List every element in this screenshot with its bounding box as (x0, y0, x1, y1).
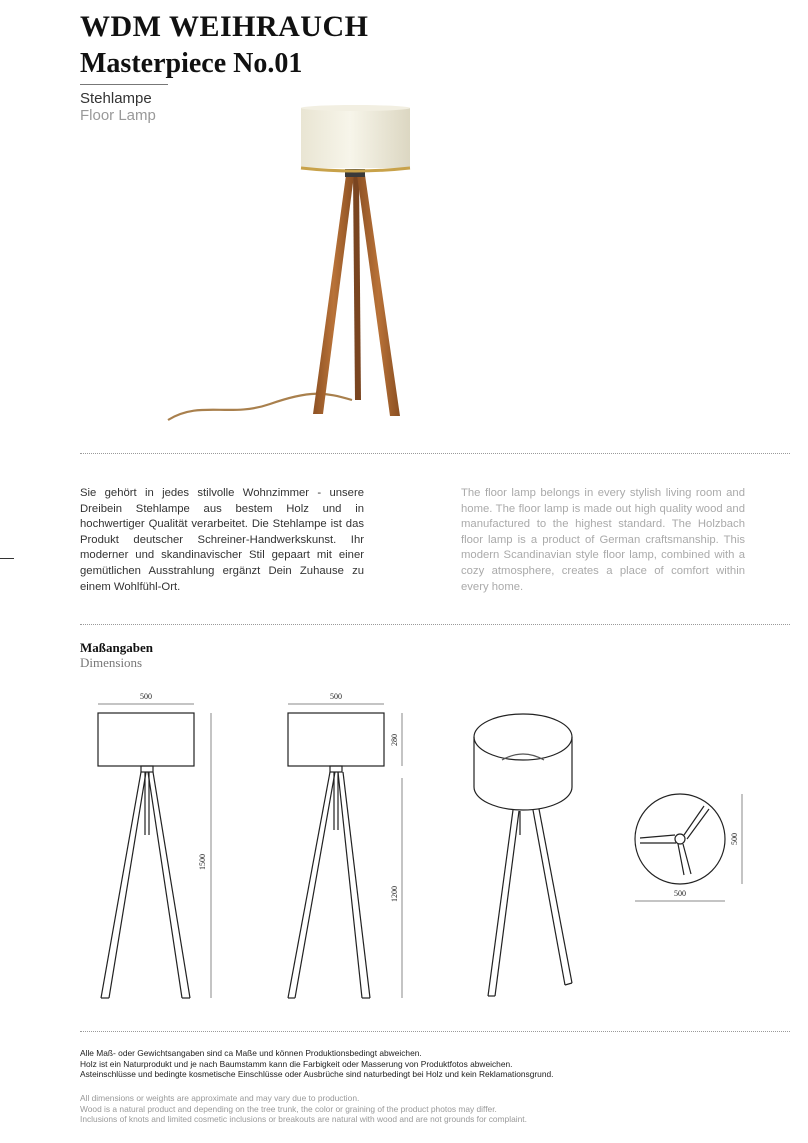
fold-mark (0, 558, 14, 559)
lamp-shade (301, 108, 410, 168)
separator-top (80, 453, 790, 454)
lamp-shade-gold-rim (301, 168, 410, 171)
description-de: Sie gehört in jedes stilvolle Wohnzimmer - unsere Dreibein Stehlampe aus bestem Holz und in hochwertiger Qualität verarbeitet. Die Stehlampe ist das Produkt deutscher Schreiner-Handwerkskunst. Ihr moderner und skandinavischer Stil gepaart mit einer gemütlichen Ausstrahlung ergänzt Dein Zuhause zu einem Wohlfühl-Ort. (80, 487, 364, 593)
top-depth-label: 500 (730, 833, 739, 845)
footer-notes-en (80, 1093, 560, 1125)
front-width-label: 500 (140, 692, 152, 701)
dimensions-heading-en: Dimensions (80, 655, 143, 670)
lamp-leg-back (353, 175, 361, 400)
description-en: The floor lamp belongs in every stylish living room and home. The floor lamp is made out high quality wood and manufactured to the highest standard. The Holzbach floor lamp is a product of German craftsmanship. This modern Scandinavian style floor lamp, combined with a cozy atmosphere, creates a place of comfort within every home. (461, 487, 745, 593)
perspective-view-drawing (474, 714, 572, 996)
top-view-drawing (635, 794, 742, 901)
side-view-drawing (288, 704, 402, 998)
note-de-2: Holz ist ein Naturprodukt und je nach Baumstamm kann die Farbigkeit oder Masserung von Produktfotos abweichen. (80, 1058, 513, 1069)
note-de-1: Alle Maß- oder Gewichtsangaben sind ca Maße und können Produktionsbedingt abweichen. (80, 1048, 422, 1058)
front-view-drawing (98, 704, 211, 998)
separator-bottom (80, 1031, 790, 1032)
model-title: Masterpiece No.01 (80, 48, 303, 79)
note-de-3: Asteinschlüsse und bedingte kosmetische Einschlüsse oder Ausbrüche sind naturbedingt bei Holz und kein Reklamationsgrund. (80, 1069, 554, 1080)
separator-middle (80, 624, 790, 625)
lamp-product-photo (160, 100, 460, 430)
top-width-label: 500 (674, 889, 686, 898)
note-en-3: Inclusions of knots and limited cosmetic inclusions or breakouts are natural with wood and are not grounds for complaint. (80, 1114, 527, 1125)
footer-notes-de (80, 1048, 560, 1080)
product-type-en: Floor Lamp (80, 107, 156, 124)
dimensions-heading-de: Maßangaben (80, 640, 153, 655)
title-underline (80, 84, 168, 85)
note-en-1: All dimensions or weights are approximate and may vary due to production. (80, 1093, 360, 1103)
brand-title: WDM WEIHRAUCH (80, 10, 369, 43)
lamp-leg-right (357, 175, 400, 416)
side-width-label: 500 (330, 692, 342, 701)
product-type-de: Stehlampe (80, 90, 152, 107)
shade-height-label: 280 (390, 734, 399, 746)
note-en-2: Wood is a natural product and depending on the tree trunk, the color or graining of the product photos may differ. (80, 1103, 497, 1114)
front-height-label: 1500 (198, 854, 207, 870)
lamp-leg-left (313, 175, 354, 414)
leg-height-label: 1200 (390, 886, 399, 902)
dimension-drawings (0, 680, 808, 1020)
